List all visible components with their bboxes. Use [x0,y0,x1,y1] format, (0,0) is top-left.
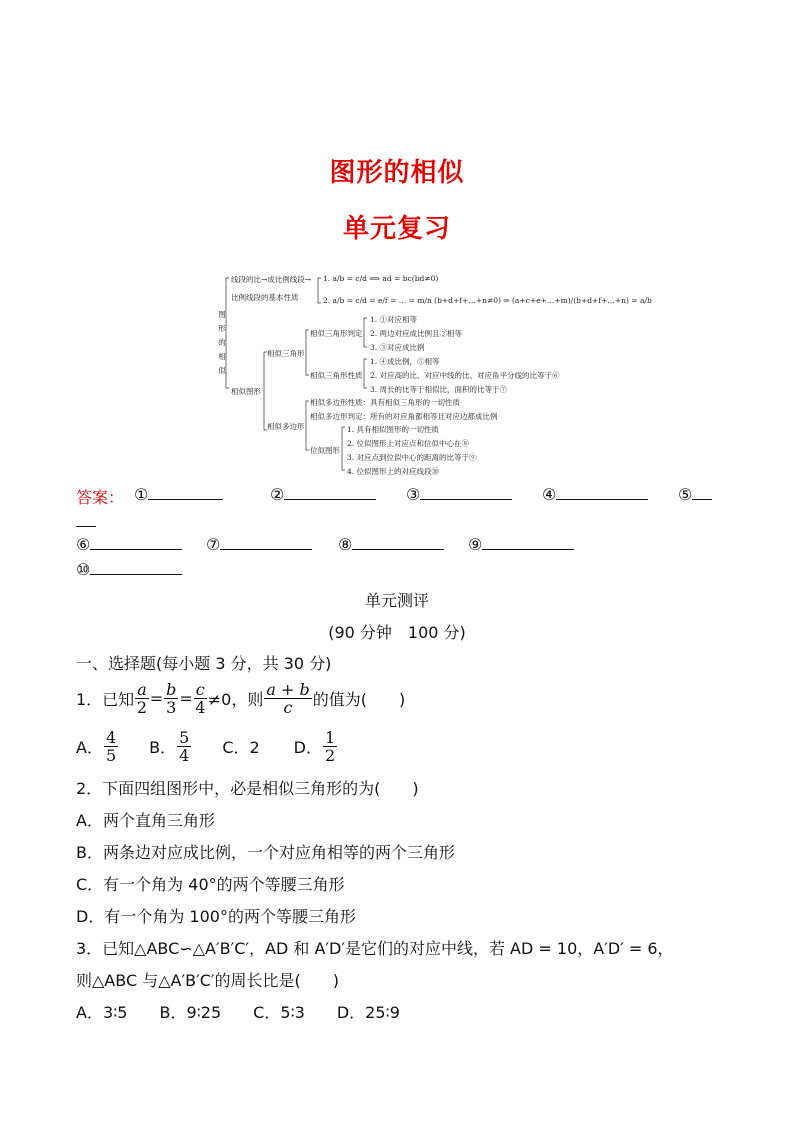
option-b-fraction: $\frac{5}{4}$ [179,727,190,765]
question-1: 1．已知 $\frac{a}{2}$ = $\frac{b}{3}$ = $\frac{c}{4}$ ≠0，则 $\frac{a + b}{c}$ 的值为( ) [76,679,406,717]
question-1-options: A． $\frac{4}{5}$ B． $\frac{5}{4}$ C．2 D． $\frac{1}{2}$ [76,727,336,765]
question-3-line-2: 则△ABC 与△A′B′C′的周长比是( ) [76,971,339,990]
diagram-homothetic: 位似图形 [310,446,340,455]
fraction-b-3: $\frac{b}{3}$ [166,679,177,717]
answer-label: 答案： [76,488,125,507]
answer-row-3 [76,560,276,582]
fraction-c-4: $\frac{c}{4}$ [195,679,206,717]
diagram-formula-2: 2. a/b = c/d = e/f = … = m/n (b+d+f+…+n≠0) ⇒ (a+c+e+…+m)/(b+d+f+…+n) = a/b [323,296,652,305]
diagram-judge-2: 2. 两边对应成比例且②相等 [370,329,463,338]
option-a-fraction: $\frac{4}{5}$ [105,727,117,765]
question-2-option-a: A．两个直角三角形 [76,811,215,830]
diagram-homo-4: 4. 位似图形上的对应线段⑩ [347,467,440,476]
diagram-formula-1: 1. a/b = c/d ⟺ ad = bc(bd≠0) [323,274,439,283]
diagram-similar-polygons: 相似多边形 [267,422,305,431]
diagram-judge-1: 1. ①对应相等 [370,315,418,324]
diagram-root: 图 形 的 相 似 [218,310,226,375]
diagram-similar-triangles: 相似三角形 [267,349,305,358]
answer-row-1 [76,485,726,507]
option-d-fraction: $\frac{1}{2}$ [325,727,336,765]
diagram-prop-1: 1. ④成比例，⑤相等 [370,357,440,366]
answer-item: ③ [406,485,512,504]
page-title: 图形的相似 [329,158,465,188]
section-time: (90 分钟 100 分) [328,623,466,642]
question-3-options: A．3∶5 B．9∶25 C．5∶3 D．25∶9 [76,1003,400,1022]
answer-item: ⑧ [338,535,444,554]
diagram-judge-3: 3. ③对应成比例 [370,343,425,352]
diagram-homo-3: 3. 对应点到位似中心的距离的比等于⑨ [347,453,477,462]
question-2-option-d: D．有一个角为 100°的两个等腰三角形 [76,907,356,926]
answer-item: ⑨ [468,535,574,554]
section-title: 单元测评 [364,591,429,610]
answer-item: ⑤ [678,485,712,504]
diagram-line-ratio: 线段的比→成比例线段→ [231,275,312,284]
answer-row-2 [76,535,676,557]
fraction-a-2: $\frac{a}{2}$ [136,679,148,717]
diagram-homo-2: 2. 位似图形上对应点和位似中心在⑧ [347,439,470,448]
answer-item: ② [270,485,376,504]
question-2: 2．下面四组图形中，必是相似三角形的为( ) [76,779,419,798]
fraction-sum-c: $\frac{a + b}{c}$ [266,679,310,717]
answer-item: ⑩ [76,560,182,579]
answer-item: ① [134,485,223,504]
diagram-prop-2: 2. 对应高的比、对应中线的比、对应角平分线的比等于⑥ [370,371,560,380]
question-2-option-c: C．有一个角为 40°的两个等腰三角形 [76,875,345,894]
answer-blank-continued [76,526,96,527]
diagram-tri-judge: 相似三角形判定 [310,329,363,338]
answer-item: ⑦ [206,535,312,554]
page-subtitle: 单元复习 [342,214,451,244]
diagram-homo-1: 1. 具有相似图形的一切性质 [347,425,440,434]
part-heading: 一、选择题(每小题 3 分，共 30 分) [76,654,332,673]
diagram-similar-figures: 相似图形 [231,387,261,396]
question-2-option-b: B．两条边对应成比例，一个对应角相等的两个三角形 [76,843,455,862]
concept-diagram [215,270,652,482]
diagram-tri-prop: 相似三角形性质 [310,371,363,380]
diagram-poly-prop: 相似多边形性质：具有相似三角形的一切性质 [310,398,460,407]
diagram-line-property: 比例线段的基本性质 [231,293,299,302]
answer-item: ⑥ [76,535,182,554]
diagram-prop-3: 3. 周长的比等于相似比，面积的比等于⑦ [370,385,508,394]
question-3-line-1: 3．已知△ABC∽△A′B′C′，AD 和 A′D′是它们的对应中线，若 AD = 10，A′D′ = 6， [76,939,674,958]
answer-item: ④ [542,485,648,504]
diagram-poly-judge: 相似多边形判定：所有的对应角都相等且对应边都成比例 [310,412,498,421]
